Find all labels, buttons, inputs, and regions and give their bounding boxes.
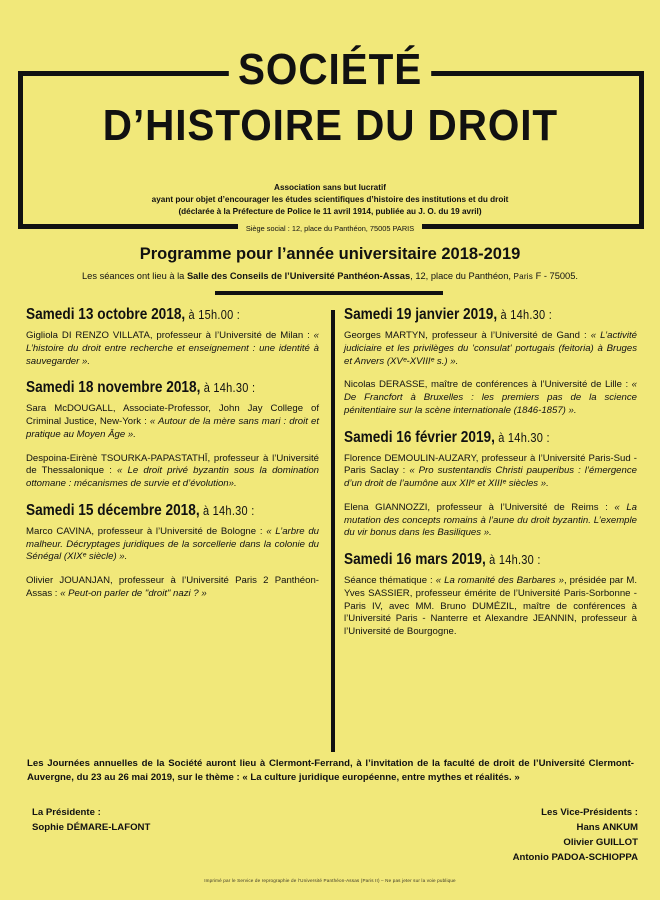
session-time: à 14h.30 :	[200, 381, 256, 396]
association-line-3: (déclarée à la Préfecture de Police le 11 avril 1914, publiée au J. O. du 19 avril)	[178, 206, 482, 216]
venue-city: Paris	[513, 272, 533, 281]
title-block	[0, 45, 660, 150]
session-date	[26, 502, 284, 519]
session-entry	[26, 502, 319, 601]
session-entry	[26, 306, 319, 368]
talk-entry	[26, 330, 319, 368]
talk-speaker: Olivier JOUANJAN, professeur à l’Université Paris 2 Panthéon-Assas :	[26, 575, 319, 599]
venue-postcode: F - 75005.	[533, 271, 578, 281]
talk-entry	[26, 575, 319, 601]
session-date	[26, 379, 284, 396]
session-entry	[344, 551, 637, 639]
talk-title: « Pro sustentandis Christi pauperibus : l’émergence d’un droit de l’aumône aux XIIᵉ et XIIIᵉ siècles ».	[344, 465, 637, 490]
talk-title: « La romanité des Barbares »	[435, 575, 564, 587]
session-date-text: Samedi 13 octobre 2018,	[26, 306, 186, 323]
session-time: à 15h.00 :	[185, 308, 241, 322]
poster-header	[0, 0, 660, 240]
session-time: à 14h.30 :	[497, 308, 553, 322]
session-date-text: Samedi 16 février 2019,	[344, 428, 495, 446]
venue-line	[0, 271, 660, 281]
talk-speaker: Marco CAVINA, professeur à l’Université de Bologne :	[26, 525, 267, 537]
session-date	[344, 551, 602, 568]
association-line-1: Association sans but lucratif	[274, 183, 386, 192]
session-date-text: Samedi 19 janvier 2019,	[344, 306, 498, 323]
talk-speaker: Séance thématique :	[344, 575, 436, 587]
session-time: à 14h.30 :	[494, 430, 550, 445]
talk-title: « L’arbre du malheur. Décryptages juridiques de la sorcellerie dans la colonie du Sénégal (XIXᵉ siècle) ».	[26, 525, 319, 563]
talk-speaker: Gigliola DI RENZO VILLATA, professeur à l’Université de Milan :	[26, 330, 314, 342]
talk-entry	[26, 453, 319, 491]
president-signature	[32, 806, 150, 836]
session-date-text: Samedi 16 mars 2019,	[344, 551, 486, 569]
vice-president-2: Olivier GUILLOT	[563, 836, 638, 848]
sessions-columns	[0, 306, 660, 751]
talk-title: « Le droit privé byzantin sous la domination ottomane : mécanismes de survie et d’évolution».	[26, 465, 320, 490]
talk-speaker: Despoina-Eirènè TSOURKA-PAPASTATHĪ, professeur à l’Université de Thessalonique :	[26, 452, 319, 477]
talk-speaker: Nicolas DERASSE, maître de conférences à l’Université de Lille :	[344, 379, 632, 391]
session-time: à 14h.30 :	[199, 503, 255, 518]
talk-title: « L’activité judiciaire et les privilèges du 'consulat' portugais (feitoria) à Bruges et Anvers (XVᵉ-XVIIIᵉ s.) ».	[344, 330, 637, 367]
talk-speaker: Georges MARTYN, professeur à l’Université de Gand :	[344, 330, 591, 342]
session-entry	[26, 379, 319, 491]
talk-entry	[26, 403, 319, 441]
talk-details: , présidée par M. Yves SASSIER, professeur émérite de l’Université Paris-Sorbonne - Paris IV, avec MM. Bruno DUMÉZIL, maître de conférences à l’Université Paris - Nanterre et Alexandre JEANNIN, professeur à l’Université de Bourgogne.	[344, 575, 637, 638]
vice-president-1: Hans ANKUM	[576, 821, 638, 833]
talk-title: « L’histoire du droit entre recherche et enseignement : une identité à sauvegarder ».	[26, 330, 319, 367]
talk-speaker: Florence DEMOULIN-AUZARY, professeur à l’Université Paris-Sud - Paris Saclay :	[344, 452, 637, 477]
sessions-column-right	[344, 306, 637, 650]
president-label: La Présidente :	[32, 807, 101, 818]
talk-title: « De Francfort à Bruxelles : les premiers pas de la science pénitentiaire sur la scène internationale (1846-1857) ».	[344, 379, 637, 416]
talk-title: « La mutation des concepts romains à l’aune du droit byzantin. L’exemple du vir bonus dans les Basiliques ».	[344, 501, 637, 539]
registered-office-text: Siège social : 12, place du Panthéon, 75005 PARIS	[238, 224, 422, 233]
session-date	[344, 429, 602, 446]
talk-title: « Peut-on parler de "droit" nazi ? »	[60, 587, 207, 599]
programme-title: Programme pour l’année universitaire 2018-2019	[139, 245, 521, 263]
annual-days-note: Les Journées annuelles de la Société auront lieu à Clermont-Ferrand, à l’invitation de la faculté de droit de l’Université Clermont-Auvergne, du 23 au 26 mai 2019, sur le thème : « La culture juridique européenne, entre mythes et réalités. »	[27, 758, 634, 783]
vice-presidents-signature	[513, 806, 638, 865]
session-date-text: Samedi 18 novembre 2018,	[26, 379, 201, 397]
venue-prefix: Les séances ont lieu à la	[82, 271, 187, 281]
sessions-column-left	[26, 306, 319, 612]
talk-entry	[344, 502, 637, 540]
venue-hall: Salle des Conseils de l’Université Panthéon-Assas	[186, 271, 411, 281]
section-divider-rule	[215, 291, 443, 295]
session-date-text: Samedi 15 décembre 2018,	[26, 501, 200, 519]
talk-entry	[26, 526, 319, 564]
association-line-2: ayant pour objet d’encourager les études scientifiques d’histoire des institutions et du droit	[151, 194, 509, 204]
session-entry	[344, 306, 637, 418]
venue-address: , 12, place du Panthéon,	[410, 271, 514, 281]
poster-title-line-2: D’HISTOIRE DU DROIT	[93, 104, 567, 148]
session-time: à 14h.30 :	[485, 553, 541, 568]
session-entry	[344, 429, 637, 541]
imprint-note: Imprimé par le Service de reprographie de l’Université Panthéon-Assas (Paris II) – Ne pas jeter sur la voie publique	[204, 878, 456, 883]
talk-title: « Autour de la mère sans mari : droit et pratique au Moyen Âge ».	[26, 416, 320, 440]
talk-entry	[344, 453, 637, 491]
association-description	[0, 182, 660, 218]
session-date	[344, 306, 602, 323]
vice-president-3: Antonio PADOA-SCHIOPPA	[512, 851, 638, 863]
talk-speaker: Elena GIANNOZZI, professeur à l’Université de Reims :	[344, 501, 615, 513]
column-divider-rule	[331, 310, 335, 752]
talk-entry	[344, 575, 637, 639]
registered-office	[0, 224, 660, 233]
vice-presidents-label: Les Vice-Présidents :	[541, 807, 638, 818]
signatures-block	[0, 806, 660, 876]
session-date	[26, 306, 284, 323]
talk-entry	[344, 379, 637, 417]
poster-title-line-1: SOCIÉTÉ	[229, 48, 432, 92]
president-name: Sophie DÉMARE-LAFONT	[32, 821, 151, 833]
talk-entry	[344, 330, 637, 368]
talk-speaker: Sara McDOUGALL, Associate-Professor, John Jay College of Criminal Justice, New-York :	[26, 403, 319, 428]
